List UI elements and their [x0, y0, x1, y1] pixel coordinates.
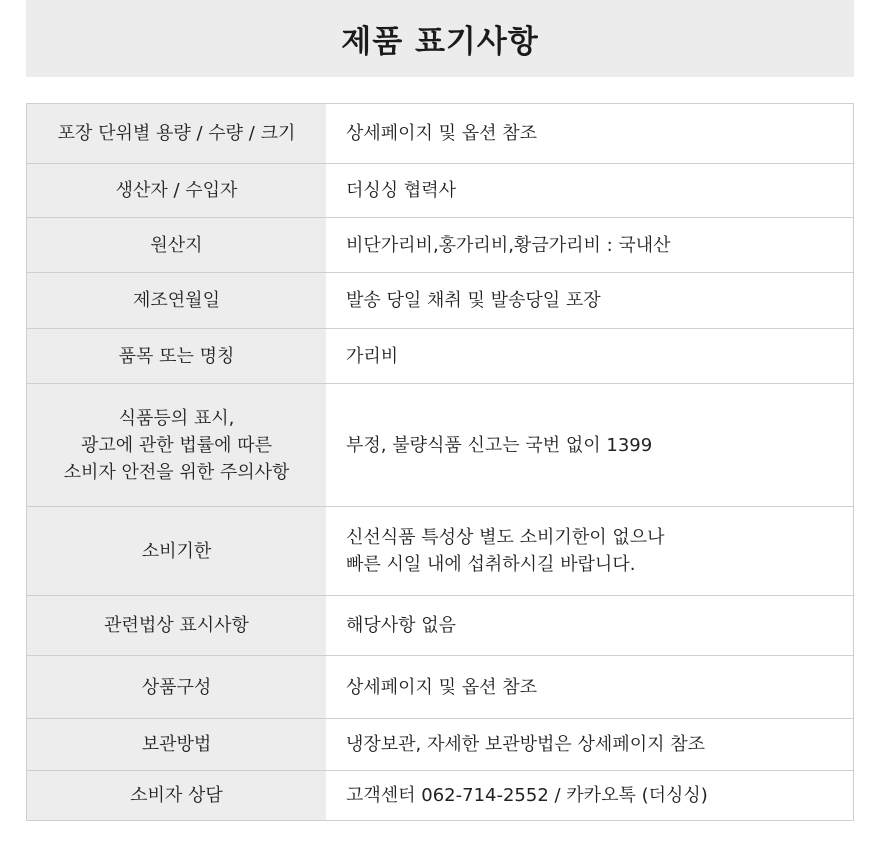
row-label: 소비기한 [27, 507, 327, 596]
row-label: 보관방법 [27, 719, 327, 771]
table-row [27, 104, 854, 164]
table-row [27, 329, 854, 384]
table-row [27, 273, 854, 329]
page-title: 제품 표기사항 [341, 24, 539, 60]
row-value: 신선식품 특성상 별도 소비기한이 없으나 빠른 시일 내에 섭취하시길 바랍니다. [326, 507, 854, 596]
row-label: 소비자 상담 [27, 771, 327, 821]
row-label: 식품등의 표시, 광고에 관한 법률에 따른 소비자 안전을 위한 주의사항 [27, 384, 327, 507]
table-row [27, 218, 854, 273]
row-label: 품목 또는 명칭 [27, 329, 327, 384]
row-label: 원산지 [27, 218, 327, 273]
row-value: 더싱싱 협력사 [326, 164, 854, 218]
table-row [27, 507, 854, 596]
row-value: 발송 당일 채취 및 발송당일 포장 [326, 273, 854, 329]
row-value: 상세페이지 및 옵션 참조 [326, 104, 854, 164]
table-row [27, 771, 854, 821]
row-value: 상세페이지 및 옵션 참조 [326, 656, 854, 719]
table-row [27, 596, 854, 656]
row-value: 고객센터 062-714-2552 / 카카오톡 (더싱싱) [326, 771, 854, 821]
row-label: 포장 단위별 용량 / 수량 / 크기 [27, 104, 327, 164]
table-row [27, 656, 854, 719]
row-label: 제조연월일 [27, 273, 327, 329]
row-value: 해당사항 없음 [326, 596, 854, 656]
row-label: 상품구성 [27, 656, 327, 719]
row-label: 관련법상 표시사항 [27, 596, 327, 656]
row-value: 비단가리비,홍가리비,황금가리비 : 국내산 [326, 218, 854, 273]
title-banner [26, 0, 854, 77]
table-row [27, 719, 854, 771]
table-row [27, 164, 854, 218]
row-value: 부정, 불량식품 신고는 국번 없이 1399 [326, 384, 854, 507]
row-label: 생산자 / 수입자 [27, 164, 327, 218]
product-info-table [26, 103, 854, 821]
table-row [27, 384, 854, 507]
row-value: 냉장보관, 자세한 보관방법은 상세페이지 참조 [326, 719, 854, 771]
row-value: 가리비 [326, 329, 854, 384]
